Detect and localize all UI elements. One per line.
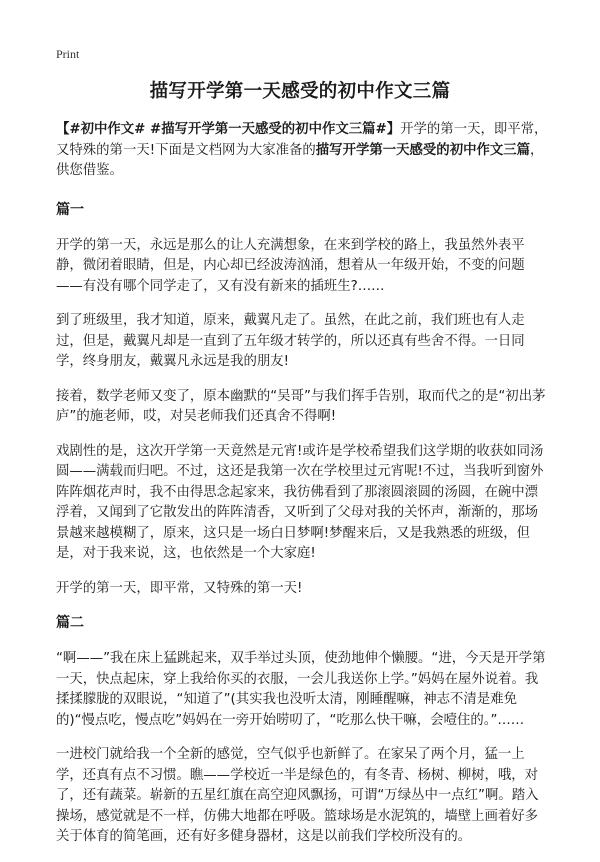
paragraph: 戏剧性的是，这次开学第一天竟然是元宵!或许是学校希望我们这学期的收获如同汤圆——满载而归吧。不过，这还是我第一次在学校里过元宵呢!不过，当我听到窗外阵阵烟花声时，我不由得思念起家来，我彷佛看到了那滚圆滚圆的汤圆，在碗中漂浮着，又闻到了它散发出的阵阵清香，又听到了父母对我的关怀声，渐渐的，那场景越来越模糊了，原来，这只是一场白日梦啊!梦醒来后，又是我熟悉的班级，但是，对于我来说，这，也依然是一个大家庭! (56, 443, 544, 561)
page-title: 描写开学第一天感受的初中作文三篇 (149, 81, 451, 102)
document-body (56, 120, 548, 862)
section-heading: 篇二 (56, 615, 84, 631)
intro-text-end: ，供您借鉴。 (56, 142, 544, 178)
intro-tag: 【#初中作文# #描写开学第一天感受的初中作文三篇#】 (56, 122, 401, 137)
print-link[interactable]: Print (56, 47, 80, 61)
paragraph: “啊——”我在床上猛跳起来，双手举过头顶，使劲地伸个懒腰。“进，今天是开学第一天，快点起床，穿上我给你买的衣服，一会儿我送你上学。”妈妈在屋外说着。我揉揉朦胧的双眼说，“知道了”(其实我也没听太清，刚睡醒嘛，神志不清是难免的)“慢点吃，慢点吃”妈妈在一旁开始唠叨了，“吃那么快干嘛，会噎住的。”…… (56, 651, 546, 728)
paragraph: 一进校门就给我一个全新的感觉，空气似乎也新鲜了。在家呆了两个月，猛一上学，还真有点不习惯。瞧——学校近一半是绿色的，有冬青、杨树、柳树，哦，对了，还有蔬菜。崭新的五星红旗在高空迎风飘扬，可谓“万绿丛中一点红”啊。踏入操场，感觉就是不一样，仿佛大地都在呼吸。篮球场是水泥筑的，墙壁上画着好多关于体育的简笔画，还有好多健身器材，这是以前我们学校所没有的。 (56, 747, 539, 844)
intro-paragraph (56, 120, 548, 182)
paragraph: 开学的第一天，即平常，又特殊的第一天! (56, 580, 303, 596)
section-heading: 篇一 (56, 201, 84, 218)
paragraph: 开学的第一天，永远是那么的让人充满想象，在来到学校的路上，我虽然外表平静，微闭着眼睛，但是，内心却已经波涛汹涌，想着从一年级开始，不变的问题——有没有哪个同学走了，又有没有新来的插班生?…… (56, 237, 525, 294)
paragraph: 到了班级里，我才知道，原来，戴翼凡走了。虽然，在此之前，我们班也有人走过，但是，戴翼凡却是一直到了五年级才转学的，所以还真有些舍不得。一日同学，终身朋友，戴翼凡永远是我的朋友! (56, 313, 525, 369)
intro-keyword: 描写开学第一天感受的初中作文三篇 (315, 142, 531, 158)
paragraph: 接着，数学老师又变了，原本幽默的“吴哥”与我们挥手告别，取而代之的是“初出茅庐”的施老师，哎，对吴老师我们还真舍不得啊! (56, 388, 546, 424)
intro-text: 开学的第一天，即平常，又特殊的第一天!下面是文档网为大家准备的 (56, 122, 548, 158)
